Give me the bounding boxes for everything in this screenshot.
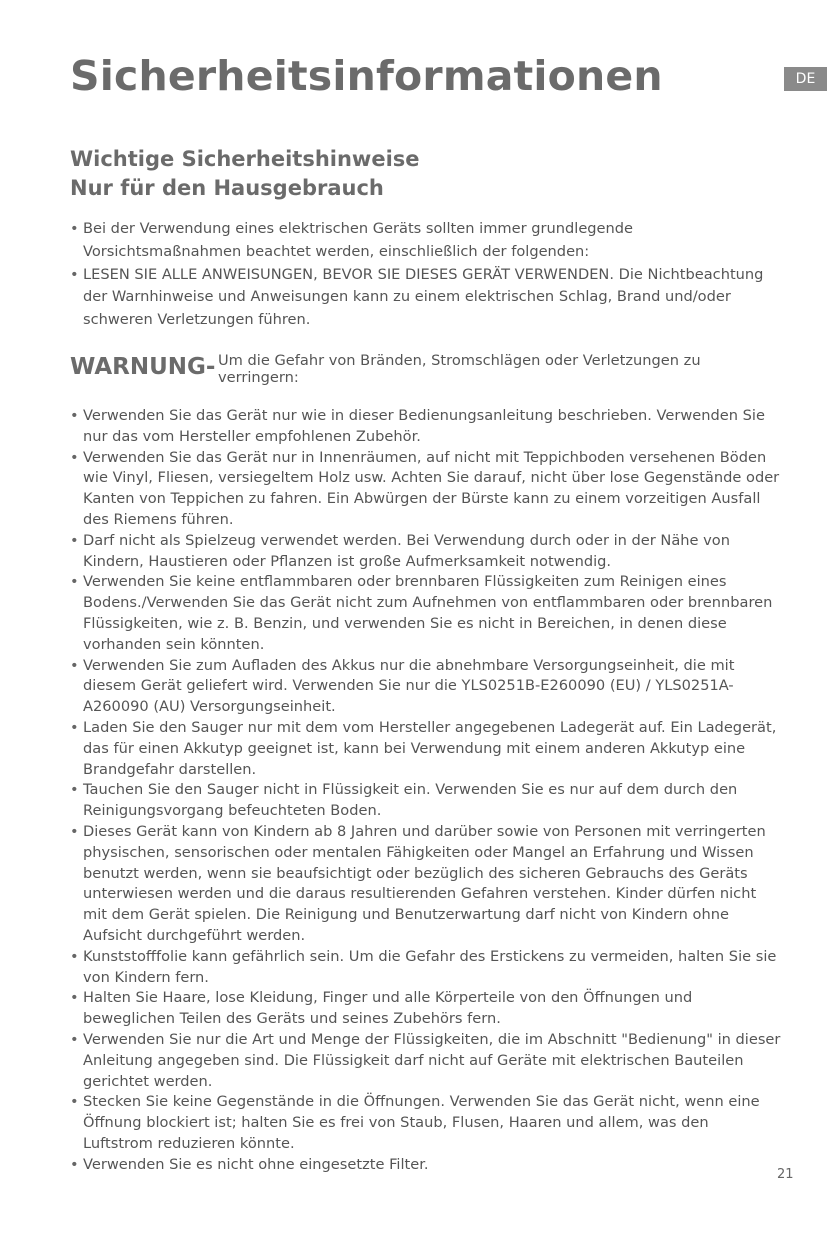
list-item: • Stecken Sie keine Gegenstände in die Öffnungen. Verwenden Sie das Gerät nicht, wenn eine Öffnung blockiert ist; halten Sie es frei von Staub, Flusen, Haaren und allem, was den Luftstrom reduzieren könnte.	[70, 1092, 782, 1154]
section-subheading: Nur für den Hausgebrauch	[70, 176, 384, 200]
list-item: • Kunststofffolie kann gefährlich sein. Um die Gefahr des Erstickens zu vermeiden, halten Sie sie von Kindern fern.	[70, 947, 782, 989]
list-item: • Verwenden Sie keine entflammbaren oder brennbaren Flüssigkeiten zum Reinigen eines Bodens./Verwenden Sie das Gerät nicht zum Aufnehmen von entflammbaren oder brennbaren Flüssigkeiten, wie z. B. Benzin, und verwenden Sie es nicht in Bereichen, in denen diese vorhanden sein könnten.	[70, 572, 782, 655]
language-badge: DE	[784, 67, 827, 91]
list-item: • Verwenden Sie es nicht ohne eingesetzte Filter.	[70, 1155, 782, 1176]
list-item: • Dieses Gerät kann von Kindern ab 8 Jahren und darüber sowie von Personen mit verringerten physischen, sensorischen oder mentalen Fähigkeiten oder Mangel an Erfahrung und Wissen benutzt werden, wenn sie beaufsichtigt oder bezüglich des sicheren Gebrauchs des Geräts unterwiesen werden und die daraus resultierenden Gefahren verstehen. Kinder dürfen nicht mit dem Gerät spielen. Die Reinigung und Benutzerwartung darf nicht von Kindern ohne Aufsicht durchgeführt werden.	[70, 822, 782, 947]
list-item: • Bei der Verwendung eines elektrischen Geräts sollten immer grundlegende Vorsichtsmaßnahmen beachtet werden, einschließlich der folgenden:	[70, 218, 782, 264]
list-item: • Verwenden Sie zum Aufladen des Akkus nur die abnehmbare Versorgungseinheit, die mit diesem Gerät geliefert wird. Verwenden Sie nur die YLS0251B-E260090 (EU) / YLS0251A-A260090 (AU) Versorgungseinheit.	[70, 656, 782, 718]
list-item: • Laden Sie den Sauger nur mit dem vom Hersteller angegebenen Ladegerät auf. Ein Ladegerät, das für einen Akkutyp geeignet ist, kann bei Verwendung mit einem anderen Akkutyp eine Brandgefahr darstellen.	[70, 718, 782, 780]
intro-bullet-list	[70, 218, 782, 332]
page-title: Sicherheitsinformationen	[70, 52, 663, 100]
list-item: • Verwenden Sie nur die Art und Menge der Flüssigkeiten, die im Abschnitt "Bedienung" in dieser Anleitung angegeben sind. Die Flüssigkeit darf nicht auf Geräte mit elektrischen Bauteilen gerichtet werden.	[70, 1030, 782, 1092]
section-heading: Wichtige Sicherheitshinweise	[70, 147, 420, 171]
list-item: • Tauchen Sie den Sauger nicht in Flüssigkeit ein. Verwenden Sie es nur auf dem durch den Reinigungsvorgang befeuchteten Boden.	[70, 780, 782, 822]
list-item: • Darf nicht als Spielzeug verwendet werden. Bei Verwendung durch oder in der Nähe von Kindern, Haustieren oder Pflanzen ist große Aufmerksamkeit notwendig.	[70, 531, 782, 573]
list-item: • Halten Sie Haare, lose Kleidung, Finger und alle Körperteile von den Öffnungen und beweglichen Teilen des Geräts und seines Zubehörs fern.	[70, 988, 782, 1030]
warning-bullet-list	[70, 406, 782, 1175]
page-number: 21	[777, 1167, 794, 1182]
warning-label: WARNUNG-	[70, 354, 216, 380]
list-item: • Verwenden Sie das Gerät nur in Innenräumen, auf nicht mit Teppichboden versehenen Böden wie Vinyl, Fliesen, versiegeltem Holz usw. Achten Sie darauf, nicht über lose Gegenstände oder Kanten von Teppichen zu fahren. Ein Abwürgen der Bürste kann zu einem vorzeitigen Ausfall des Riemens führen.	[70, 448, 782, 531]
warning-text: Um die Gefahr von Bränden, Stromschlägen oder Verletzungen zu verringern:	[218, 352, 701, 386]
list-item: • Verwenden Sie das Gerät nur wie in dieser Bedienungsanleitung beschrieben. Verwenden Sie nur das vom Hersteller empfohlenen Zubehör.	[70, 406, 782, 448]
list-item: • LESEN SIE ALLE ANWEISUNGEN, BEVOR SIE DIESES GERÄT VERWENDEN. Die Nichtbeachtung der Warnhinweise und Anweisungen kann zu einem elektrischen Schlag, Brand und/oder schweren Verletzungen führen.	[70, 264, 782, 332]
